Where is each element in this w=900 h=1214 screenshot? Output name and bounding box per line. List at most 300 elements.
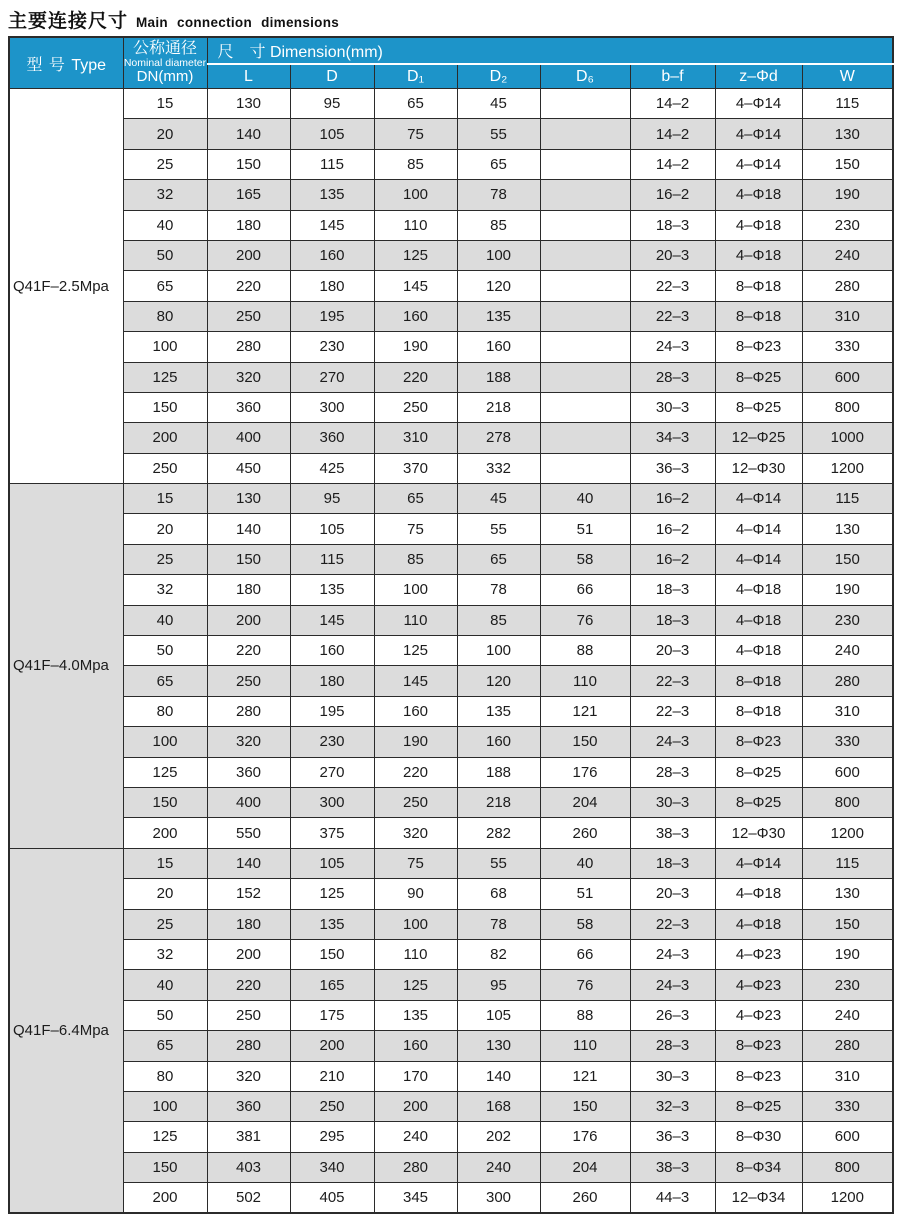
cell-col-1: 145 <box>290 605 374 635</box>
cell-col-7: 115 <box>802 848 893 878</box>
cell-col-6: 8–Φ25 <box>715 392 802 422</box>
cell-col-5: 16–2 <box>630 180 715 210</box>
cell-dn: 200 <box>123 818 207 848</box>
cell-col-4: 204 <box>540 787 630 817</box>
cell-col-1: 175 <box>290 1000 374 1030</box>
cell-col-7: 800 <box>802 392 893 422</box>
cell-col-4: 51 <box>540 879 630 909</box>
cell-col-7: 130 <box>802 879 893 909</box>
column-header-7: W <box>802 64 893 89</box>
table-row <box>9 757 893 787</box>
cell-dn: 15 <box>123 484 207 514</box>
cell-col-6: 4–Φ23 <box>715 939 802 969</box>
cell-col-6: 8–Φ18 <box>715 271 802 301</box>
cell-col-1: 105 <box>290 848 374 878</box>
cell-col-6: 8–Φ25 <box>715 1091 802 1121</box>
cell-col-7: 190 <box>802 575 893 605</box>
cell-dn: 32 <box>123 939 207 969</box>
cell-col-3: 120 <box>457 271 540 301</box>
cell-col-6: 8–Φ18 <box>715 301 802 331</box>
cell-col-6: 12–Φ25 <box>715 423 802 453</box>
cell-dn: 125 <box>123 362 207 392</box>
cell-col-7: 330 <box>802 727 893 757</box>
dn-header-unit: DN(mm) <box>136 68 194 86</box>
cell-dn: 20 <box>123 879 207 909</box>
cell-col-5: 22–3 <box>630 271 715 301</box>
cell-col-1: 300 <box>290 392 374 422</box>
cell-col-7: 1200 <box>802 818 893 848</box>
cell-col-7: 600 <box>802 362 893 392</box>
cell-col-6: 4–Φ18 <box>715 210 802 240</box>
cell-col-4 <box>540 240 630 270</box>
cell-dn: 125 <box>123 757 207 787</box>
table-row <box>9 1000 893 1030</box>
table-row <box>9 514 893 544</box>
cell-col-3: 105 <box>457 1000 540 1030</box>
cell-col-2: 100 <box>374 909 457 939</box>
cell-col-5: 16–2 <box>630 484 715 514</box>
cell-col-1: 180 <box>290 666 374 696</box>
cell-col-5: 34–3 <box>630 423 715 453</box>
cell-col-2: 170 <box>374 1061 457 1091</box>
cell-col-2: 190 <box>374 727 457 757</box>
cell-dn: 150 <box>123 787 207 817</box>
cell-col-3: 78 <box>457 180 540 210</box>
cell-col-2: 160 <box>374 301 457 331</box>
cell-dn: 40 <box>123 210 207 240</box>
cell-col-7: 310 <box>802 696 893 726</box>
cell-col-4: 58 <box>540 909 630 939</box>
cell-col-7: 115 <box>802 89 893 119</box>
table-row <box>9 453 893 483</box>
cell-col-5: 24–3 <box>630 727 715 757</box>
cell-col-0: 180 <box>207 575 290 605</box>
cell-col-3: 100 <box>457 636 540 666</box>
cell-col-7: 330 <box>802 1091 893 1121</box>
cell-dn: 65 <box>123 666 207 696</box>
cell-col-7: 150 <box>802 544 893 574</box>
cell-col-1: 230 <box>290 332 374 362</box>
table-row <box>9 666 893 696</box>
cell-dn: 150 <box>123 1152 207 1182</box>
cell-col-7: 230 <box>802 210 893 240</box>
cell-col-6: 4–Φ14 <box>715 514 802 544</box>
cell-col-3: 188 <box>457 362 540 392</box>
page-title-en: Main connection dimensions <box>136 15 340 30</box>
cell-col-4: 150 <box>540 727 630 757</box>
cell-col-1: 180 <box>290 271 374 301</box>
cell-col-3: 140 <box>457 1061 540 1091</box>
table-row <box>9 484 893 514</box>
cell-col-7: 800 <box>802 1152 893 1182</box>
nominal-diameter-column-header <box>123 37 207 89</box>
column-header-0: L <box>207 64 290 89</box>
cell-col-1: 210 <box>290 1061 374 1091</box>
cell-dn: 40 <box>123 605 207 635</box>
cell-col-0: 180 <box>207 909 290 939</box>
cell-col-5: 30–3 <box>630 392 715 422</box>
cell-col-4: 66 <box>540 575 630 605</box>
cell-col-2: 220 <box>374 362 457 392</box>
cell-col-6: 8–Φ18 <box>715 666 802 696</box>
cell-col-0: 502 <box>207 1183 290 1214</box>
cell-col-1: 95 <box>290 484 374 514</box>
type-cell-section-0: Q41F–2.5Mpa <box>9 89 123 484</box>
cell-col-0: 450 <box>207 453 290 483</box>
cell-col-0: 250 <box>207 301 290 331</box>
table-row <box>9 879 893 909</box>
cell-col-7: 230 <box>802 605 893 635</box>
cell-col-5: 22–3 <box>630 696 715 726</box>
cell-col-3: 55 <box>457 514 540 544</box>
cell-col-2: 65 <box>374 89 457 119</box>
type-cell-section-2: Q41F–6.4Mpa <box>9 848 123 1213</box>
cell-col-0: 220 <box>207 271 290 301</box>
cell-col-3: 45 <box>457 484 540 514</box>
cell-col-5: 18–3 <box>630 848 715 878</box>
cell-col-7: 310 <box>802 1061 893 1091</box>
cell-col-1: 105 <box>290 514 374 544</box>
cell-col-6: 8–Φ25 <box>715 787 802 817</box>
cell-col-2: 65 <box>374 484 457 514</box>
column-header-3: D₂ <box>457 64 540 89</box>
cell-col-4: 40 <box>540 848 630 878</box>
table-row <box>9 970 893 1000</box>
cell-col-1: 115 <box>290 544 374 574</box>
table-row <box>9 1152 893 1182</box>
cell-col-4: 176 <box>540 757 630 787</box>
table-row <box>9 301 893 331</box>
cell-dn: 50 <box>123 1000 207 1030</box>
cell-col-3: 135 <box>457 696 540 726</box>
cell-col-5: 28–3 <box>630 757 715 787</box>
cell-col-2: 75 <box>374 848 457 878</box>
cell-col-7: 150 <box>802 149 893 179</box>
cell-col-2: 85 <box>374 544 457 574</box>
cell-col-5: 28–3 <box>630 1031 715 1061</box>
table-row <box>9 848 893 878</box>
type-cell-section-1: Q41F–4.0Mpa <box>9 484 123 849</box>
cell-col-0: 165 <box>207 180 290 210</box>
cell-col-4: 204 <box>540 1152 630 1182</box>
cell-col-5: 20–3 <box>630 636 715 666</box>
cell-col-5: 44–3 <box>630 1183 715 1214</box>
cell-col-6: 4–Φ18 <box>715 909 802 939</box>
cell-col-2: 110 <box>374 210 457 240</box>
table-header <box>9 37 893 89</box>
cell-col-2: 100 <box>374 575 457 605</box>
cell-col-0: 250 <box>207 1000 290 1030</box>
cell-col-2: 90 <box>374 879 457 909</box>
cell-col-2: 200 <box>374 1091 457 1121</box>
table-row <box>9 332 893 362</box>
cell-col-0: 360 <box>207 1091 290 1121</box>
cell-col-7: 130 <box>802 119 893 149</box>
cell-col-4 <box>540 453 630 483</box>
cell-col-1: 200 <box>290 1031 374 1061</box>
table-row <box>9 240 893 270</box>
cell-col-1: 195 <box>290 301 374 331</box>
cell-col-4 <box>540 271 630 301</box>
cell-col-0: 150 <box>207 149 290 179</box>
cell-col-5: 22–3 <box>630 301 715 331</box>
cell-col-7: 190 <box>802 939 893 969</box>
cell-col-6: 4–Φ14 <box>715 149 802 179</box>
cell-col-2: 145 <box>374 271 457 301</box>
cell-col-3: 160 <box>457 727 540 757</box>
table-row <box>9 636 893 666</box>
cell-col-5: 30–3 <box>630 787 715 817</box>
cell-col-1: 195 <box>290 696 374 726</box>
cell-dn: 125 <box>123 1122 207 1152</box>
cell-col-5: 38–3 <box>630 1152 715 1182</box>
table-body <box>9 89 893 1214</box>
cell-col-1: 375 <box>290 818 374 848</box>
cell-col-6: 8–Φ18 <box>715 696 802 726</box>
cell-col-6: 4–Φ18 <box>715 879 802 909</box>
cell-col-0: 550 <box>207 818 290 848</box>
column-header-4: D₆ <box>540 64 630 89</box>
table-row <box>9 575 893 605</box>
page-title <box>8 6 339 33</box>
cell-dn: 200 <box>123 423 207 453</box>
cell-col-6: 12–Φ30 <box>715 453 802 483</box>
cell-col-0: 220 <box>207 636 290 666</box>
cell-col-1: 270 <box>290 757 374 787</box>
cell-col-1: 115 <box>290 149 374 179</box>
table-row <box>9 1091 893 1121</box>
cell-col-0: 200 <box>207 605 290 635</box>
cell-col-0: 381 <box>207 1122 290 1152</box>
cell-col-1: 95 <box>290 89 374 119</box>
table-row <box>9 271 893 301</box>
cell-col-5: 14–2 <box>630 119 715 149</box>
cell-col-3: 282 <box>457 818 540 848</box>
cell-col-4: 260 <box>540 818 630 848</box>
cell-dn: 15 <box>123 89 207 119</box>
cell-col-5: 20–3 <box>630 879 715 909</box>
cell-col-1: 425 <box>290 453 374 483</box>
dimension-band-header: 尺 寸 Dimension(mm) <box>207 37 893 64</box>
cell-col-6: 4–Φ18 <box>715 180 802 210</box>
cell-col-4: 88 <box>540 1000 630 1030</box>
cell-col-0: 320 <box>207 362 290 392</box>
cell-dn: 32 <box>123 575 207 605</box>
cell-col-3: 65 <box>457 544 540 574</box>
cell-col-0: 320 <box>207 1061 290 1091</box>
table-row <box>9 909 893 939</box>
cell-col-2: 85 <box>374 149 457 179</box>
cell-col-4 <box>540 423 630 453</box>
cell-col-3: 332 <box>457 453 540 483</box>
cell-col-3: 278 <box>457 423 540 453</box>
cell-col-3: 78 <box>457 575 540 605</box>
cell-col-7: 280 <box>802 271 893 301</box>
cell-col-4: 121 <box>540 1061 630 1091</box>
cell-col-3: 82 <box>457 939 540 969</box>
cell-dn: 50 <box>123 636 207 666</box>
cell-col-1: 165 <box>290 970 374 1000</box>
cell-col-7: 150 <box>802 909 893 939</box>
cell-col-5: 20–3 <box>630 240 715 270</box>
cell-col-7: 190 <box>802 180 893 210</box>
cell-col-7: 600 <box>802 1122 893 1152</box>
cell-col-7: 240 <box>802 240 893 270</box>
cell-col-0: 180 <box>207 210 290 240</box>
cell-dn: 50 <box>123 240 207 270</box>
cell-col-3: 100 <box>457 240 540 270</box>
cell-col-1: 145 <box>290 210 374 240</box>
cell-col-4: 66 <box>540 939 630 969</box>
cell-col-5: 18–3 <box>630 575 715 605</box>
cell-col-4: 58 <box>540 544 630 574</box>
cell-col-6: 8–Φ23 <box>715 727 802 757</box>
cell-col-6: 4–Φ18 <box>715 636 802 666</box>
cell-col-1: 160 <box>290 636 374 666</box>
cell-col-1: 270 <box>290 362 374 392</box>
cell-col-5: 30–3 <box>630 1061 715 1091</box>
cell-col-4: 76 <box>540 605 630 635</box>
table-row <box>9 362 893 392</box>
cell-col-7: 330 <box>802 332 893 362</box>
cell-col-5: 14–2 <box>630 149 715 179</box>
cell-col-5: 36–3 <box>630 1122 715 1152</box>
cell-col-3: 65 <box>457 149 540 179</box>
cell-dn: 32 <box>123 180 207 210</box>
cell-col-0: 200 <box>207 939 290 969</box>
cell-col-5: 24–3 <box>630 939 715 969</box>
table-row <box>9 939 893 969</box>
cell-col-7: 600 <box>802 757 893 787</box>
cell-col-6: 4–Φ23 <box>715 1000 802 1030</box>
cell-col-5: 38–3 <box>630 818 715 848</box>
cell-col-1: 135 <box>290 180 374 210</box>
cell-col-5: 28–3 <box>630 362 715 392</box>
cell-col-2: 345 <box>374 1183 457 1214</box>
cell-col-1: 340 <box>290 1152 374 1182</box>
cell-col-3: 120 <box>457 666 540 696</box>
cell-col-1: 105 <box>290 119 374 149</box>
cell-dn: 25 <box>123 544 207 574</box>
cell-col-3: 168 <box>457 1091 540 1121</box>
cell-col-4 <box>540 332 630 362</box>
cell-col-7: 240 <box>802 1000 893 1030</box>
cell-col-3: 55 <box>457 119 540 149</box>
table-row <box>9 1061 893 1091</box>
cell-dn: 65 <box>123 1031 207 1061</box>
cell-col-5: 22–3 <box>630 909 715 939</box>
cell-col-1: 230 <box>290 727 374 757</box>
cell-col-2: 250 <box>374 787 457 817</box>
cell-col-3: 218 <box>457 392 540 422</box>
page-title-zh: 主要连接尺寸 <box>8 11 129 32</box>
table-row <box>9 1122 893 1152</box>
cell-col-0: 140 <box>207 848 290 878</box>
table-row <box>9 818 893 848</box>
cell-col-0: 140 <box>207 514 290 544</box>
cell-col-7: 1000 <box>802 423 893 453</box>
cell-col-3: 95 <box>457 970 540 1000</box>
table-row <box>9 605 893 635</box>
cell-col-4 <box>540 149 630 179</box>
cell-col-5: 26–3 <box>630 1000 715 1030</box>
cell-col-3: 300 <box>457 1183 540 1214</box>
cell-col-4 <box>540 180 630 210</box>
cell-col-2: 125 <box>374 636 457 666</box>
cell-dn: 15 <box>123 848 207 878</box>
cell-col-0: 403 <box>207 1152 290 1182</box>
cell-col-4: 88 <box>540 636 630 666</box>
cell-col-6: 4–Φ14 <box>715 484 802 514</box>
cell-col-0: 280 <box>207 1031 290 1061</box>
cell-col-7: 230 <box>802 970 893 1000</box>
cell-col-2: 125 <box>374 970 457 1000</box>
connection-dimensions-table <box>8 36 894 1214</box>
cell-col-1: 360 <box>290 423 374 453</box>
cell-col-0: 130 <box>207 89 290 119</box>
cell-col-5: 18–3 <box>630 210 715 240</box>
cell-dn: 100 <box>123 1091 207 1121</box>
cell-col-3: 188 <box>457 757 540 787</box>
cell-col-5: 18–3 <box>630 605 715 635</box>
cell-col-1: 250 <box>290 1091 374 1121</box>
cell-col-7: 115 <box>802 484 893 514</box>
table-row <box>9 727 893 757</box>
cell-col-1: 160 <box>290 240 374 270</box>
cell-col-6: 4–Φ14 <box>715 119 802 149</box>
cell-col-2: 110 <box>374 605 457 635</box>
cell-col-3: 85 <box>457 605 540 635</box>
cell-col-5: 16–2 <box>630 544 715 574</box>
cell-dn: 40 <box>123 970 207 1000</box>
cell-dn: 65 <box>123 271 207 301</box>
table-row <box>9 423 893 453</box>
cell-col-6: 4–Φ18 <box>715 575 802 605</box>
cell-col-2: 370 <box>374 453 457 483</box>
cell-col-4 <box>540 119 630 149</box>
cell-col-2: 75 <box>374 119 457 149</box>
cell-col-6: 8–Φ25 <box>715 757 802 787</box>
cell-dn: 150 <box>123 392 207 422</box>
cell-col-5: 14–2 <box>630 89 715 119</box>
cell-col-6: 4–Φ18 <box>715 605 802 635</box>
table-row <box>9 210 893 240</box>
cell-dn: 80 <box>123 301 207 331</box>
cell-col-2: 135 <box>374 1000 457 1030</box>
cell-col-4: 150 <box>540 1091 630 1121</box>
cell-col-6: 8–Φ23 <box>715 1061 802 1091</box>
cell-col-4: 260 <box>540 1183 630 1214</box>
cell-col-0: 360 <box>207 757 290 787</box>
cell-col-2: 220 <box>374 757 457 787</box>
cell-col-0: 400 <box>207 423 290 453</box>
cell-col-3: 55 <box>457 848 540 878</box>
table-row <box>9 89 893 119</box>
dn-header-zh: 公称通径 <box>132 40 197 58</box>
cell-dn: 20 <box>123 514 207 544</box>
cell-col-5: 24–3 <box>630 970 715 1000</box>
cell-col-0: 280 <box>207 696 290 726</box>
type-column-header: 型 号 Type <box>9 37 123 89</box>
cell-dn: 25 <box>123 909 207 939</box>
cell-col-0: 360 <box>207 392 290 422</box>
cell-col-4 <box>540 89 630 119</box>
cell-col-6: 8–Φ34 <box>715 1152 802 1182</box>
table-row <box>9 149 893 179</box>
cell-col-3: 160 <box>457 332 540 362</box>
table-row <box>9 544 893 574</box>
cell-col-6: 12–Φ30 <box>715 818 802 848</box>
